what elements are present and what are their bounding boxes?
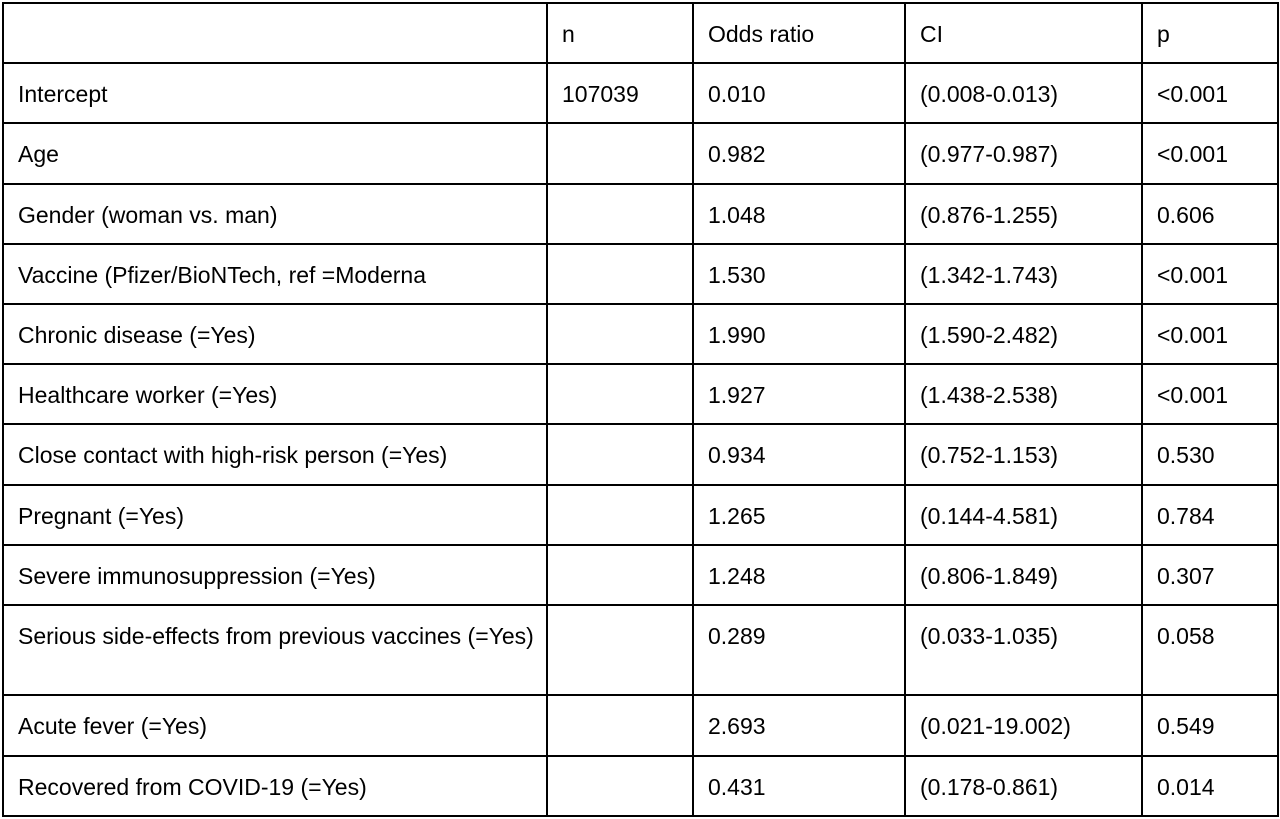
- cell-p: [1142, 485, 1278, 545]
- ci-text: (0.806-1.849): [920, 562, 1059, 589]
- ci-text: (0.876-1.255): [920, 201, 1059, 228]
- header-cell-n: [547, 3, 693, 63]
- variable-text: Vaccine (Pfizer/BioNTech, ref =Moderna: [18, 261, 427, 288]
- cell-ci: [905, 304, 1142, 364]
- n-text: [562, 365, 692, 380]
- cell-variable: [3, 485, 547, 545]
- cell-odds-ratio: [693, 184, 905, 244]
- cell-n: [547, 244, 693, 304]
- variable-text: Close contact with high-risk person (=Yes): [18, 442, 448, 469]
- p-text: 0.058: [1157, 622, 1215, 649]
- cell-n: [547, 756, 693, 816]
- cell-variable: [3, 63, 547, 123]
- cell-ci: [905, 244, 1142, 304]
- cell-n: [547, 364, 693, 424]
- odds-ratio-text: 1.927: [708, 382, 766, 409]
- odds-ratio-text: 0.934: [708, 442, 766, 469]
- cell-ci: [905, 424, 1142, 484]
- header-odds-ratio-text: Odds ratio: [708, 21, 815, 47]
- variable-text: Recovered from COVID-19 (=Yes): [18, 773, 367, 800]
- odds-ratio-text: 1.265: [708, 502, 766, 529]
- cell-odds-ratio: [693, 244, 905, 304]
- odds-ratio-text: 0.289: [708, 622, 766, 649]
- cell-n: [547, 605, 693, 696]
- cell-ci: [905, 545, 1142, 605]
- ci-text: (0.033-1.035): [920, 622, 1059, 649]
- table-body: [3, 3, 1278, 816]
- cell-odds-ratio: [693, 364, 905, 424]
- n-text: [562, 757, 692, 772]
- cell-p: [1142, 123, 1278, 183]
- p-text: 0.530: [1157, 442, 1215, 469]
- n-text: 107039: [562, 81, 639, 108]
- header-variable-text: [18, 4, 546, 19]
- ci-text: (1.590-2.482): [920, 321, 1059, 348]
- odds-ratio-table: [2, 2, 1279, 817]
- p-text: 0.307: [1157, 562, 1215, 589]
- table-row: [3, 184, 1278, 244]
- odds-ratio-text: 0.010: [708, 81, 766, 108]
- table-row: [3, 63, 1278, 123]
- cell-odds-ratio: [693, 545, 905, 605]
- p-text: <0.001: [1157, 81, 1228, 108]
- odds-ratio-text: 1.990: [708, 321, 766, 348]
- table-row: [3, 695, 1278, 755]
- p-text: <0.001: [1157, 261, 1228, 288]
- ci-text: (0.178-0.861): [920, 773, 1059, 800]
- cell-p: [1142, 545, 1278, 605]
- ci-text: (1.342-1.743): [920, 261, 1059, 288]
- table-row: [3, 485, 1278, 545]
- variable-text: Intercept: [18, 81, 108, 108]
- cell-variable: [3, 695, 547, 755]
- table-row: [3, 424, 1278, 484]
- cell-variable: [3, 545, 547, 605]
- header-cell-p: [1142, 3, 1278, 63]
- cell-variable: [3, 244, 547, 304]
- cell-n: [547, 123, 693, 183]
- table-row: [3, 304, 1278, 364]
- header-n-text: n: [562, 21, 575, 47]
- cell-p: [1142, 756, 1278, 816]
- p-text: 0.784: [1157, 502, 1215, 529]
- cell-variable: [3, 605, 547, 696]
- cell-n: [547, 304, 693, 364]
- cell-ci: [905, 123, 1142, 183]
- cell-variable: [3, 123, 547, 183]
- cell-p: [1142, 695, 1278, 755]
- cell-variable: [3, 304, 547, 364]
- variable-text: Age: [18, 141, 59, 168]
- cell-ci: [905, 184, 1142, 244]
- variable-text: Chronic disease (=Yes): [18, 321, 256, 348]
- n-text: [562, 124, 692, 139]
- p-text: <0.001: [1157, 141, 1228, 168]
- cell-odds-ratio: [693, 485, 905, 545]
- header-row: [3, 3, 1278, 63]
- variable-text: Severe immunosuppression (=Yes): [18, 562, 376, 589]
- cell-p: [1142, 364, 1278, 424]
- cell-ci: [905, 695, 1142, 755]
- header-cell-variable: [3, 3, 547, 63]
- variable-text: Serious side-effects from previous vaccines (=Yes): [18, 622, 534, 649]
- n-text: [562, 305, 692, 320]
- variable-text: Gender (woman vs. man): [18, 201, 278, 228]
- cell-ci: [905, 485, 1142, 545]
- n-text: [562, 696, 692, 711]
- cell-variable: [3, 364, 547, 424]
- n-text: [562, 486, 692, 501]
- p-text: 0.606: [1157, 201, 1215, 228]
- cell-odds-ratio: [693, 424, 905, 484]
- table-row: [3, 545, 1278, 605]
- odds-ratio-text: 1.048: [708, 201, 766, 228]
- cell-p: [1142, 63, 1278, 123]
- p-text: 0.014: [1157, 773, 1215, 800]
- cell-p: [1142, 424, 1278, 484]
- cell-odds-ratio: [693, 123, 905, 183]
- header-cell-ci: [905, 3, 1142, 63]
- table-row: [3, 244, 1278, 304]
- table-row: [3, 605, 1278, 696]
- n-text: [562, 425, 692, 440]
- ci-text: (0.977-0.987): [920, 141, 1059, 168]
- header-cell-odds-ratio: [693, 3, 905, 63]
- n-text: [562, 546, 692, 561]
- n-text: [562, 185, 692, 200]
- cell-n: [547, 184, 693, 244]
- cell-odds-ratio: [693, 756, 905, 816]
- variable-text: Acute fever (=Yes): [18, 713, 207, 740]
- ci-text: (0.752-1.153): [920, 442, 1059, 469]
- cell-variable: [3, 184, 547, 244]
- header-p-text: p: [1157, 21, 1170, 47]
- variable-text: Pregnant (=Yes): [18, 502, 185, 529]
- table-row: [3, 756, 1278, 816]
- table-row: [3, 123, 1278, 183]
- cell-odds-ratio: [693, 304, 905, 364]
- cell-ci: [905, 364, 1142, 424]
- ci-text: (0.144-4.581): [920, 502, 1059, 529]
- cell-p: [1142, 184, 1278, 244]
- p-text: <0.001: [1157, 321, 1228, 348]
- cell-n: [547, 695, 693, 755]
- cell-ci: [905, 63, 1142, 123]
- n-text: [562, 606, 692, 621]
- ci-text: (1.438-2.538): [920, 382, 1059, 409]
- cell-p: [1142, 244, 1278, 304]
- table-row: [3, 364, 1278, 424]
- p-text: 0.549: [1157, 713, 1215, 740]
- cell-n: [547, 63, 693, 123]
- cell-p: [1142, 605, 1278, 696]
- cell-n: [547, 485, 693, 545]
- cell-ci: [905, 605, 1142, 696]
- odds-ratio-text: 0.982: [708, 141, 766, 168]
- cell-variable: [3, 756, 547, 816]
- cell-odds-ratio: [693, 695, 905, 755]
- odds-ratio-text: 2.693: [708, 713, 766, 740]
- cell-odds-ratio: [693, 63, 905, 123]
- cell-n: [547, 545, 693, 605]
- variable-text: Healthcare worker (=Yes): [18, 382, 278, 409]
- cell-ci: [905, 756, 1142, 816]
- n-text: [562, 245, 692, 260]
- odds-ratio-text: 1.530: [708, 261, 766, 288]
- ci-text: (0.008-0.013): [920, 81, 1059, 108]
- odds-ratio-text: 1.248: [708, 562, 766, 589]
- cell-n: [547, 424, 693, 484]
- odds-ratio-text: 0.431: [708, 773, 766, 800]
- cell-odds-ratio: [693, 605, 905, 696]
- cell-variable: [3, 424, 547, 484]
- header-ci-text: CI: [920, 21, 943, 47]
- p-text: <0.001: [1157, 382, 1228, 409]
- cell-p: [1142, 304, 1278, 364]
- ci-text: (0.021-19.002): [920, 713, 1071, 740]
